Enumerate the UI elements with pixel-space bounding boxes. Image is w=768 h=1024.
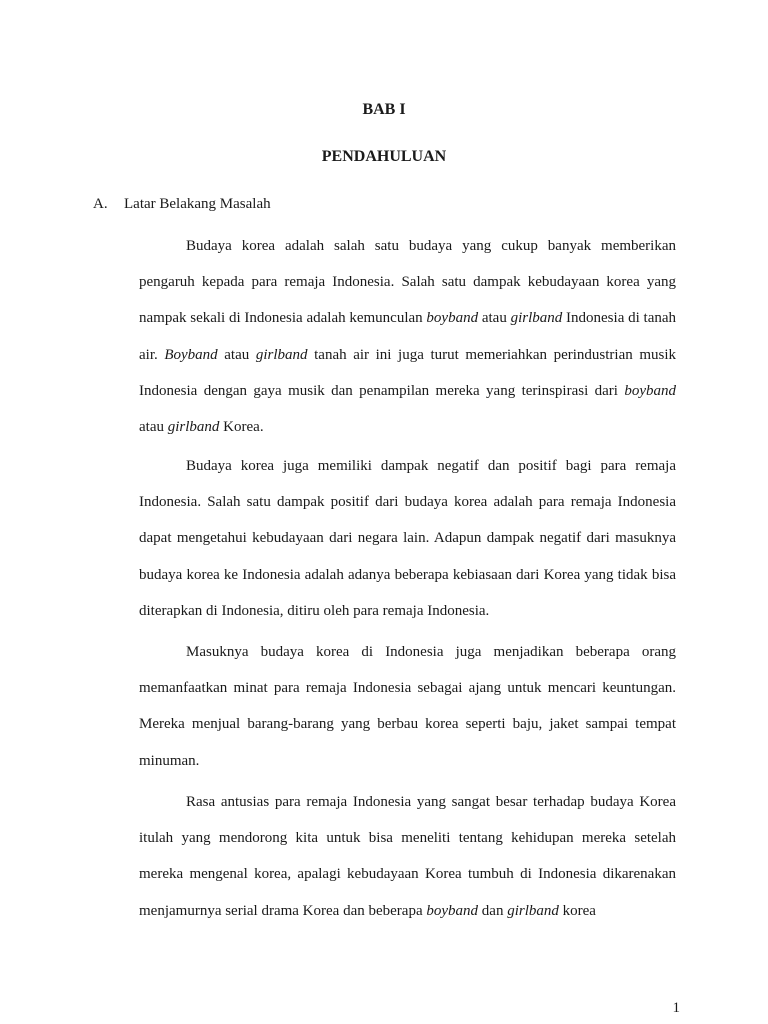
chapter-number: BAB I (362, 101, 406, 118)
paragraph-3: Masuknya budaya korea di Indonesia juga menjadikan beberapa orang memanfaatkan minat para remaja Indonesia sebagai ajang untuk mencari keuntungan. Mereka menjual barang-barang yang berbau korea seperti baju, jaket sampai tempat minuman. (139, 644, 676, 769)
paragraph-text: Indonesia di tanah air. (139, 310, 677, 363)
section-letter: A. (93, 196, 108, 212)
italic-term: girlband (255, 346, 308, 363)
italic-term: Boyband (164, 346, 218, 363)
paragraph-text: atau (478, 310, 511, 327)
paragraph-text: atau (139, 419, 168, 436)
paragraph-text: tanah air ini juga turut memeriahkan perindustrian musik Indonesia dengan gaya musik dan penampilan mereka yang terinspirasi dari (139, 346, 676, 399)
paragraph-2: Budaya korea juga memiliki dampak negatif dan positif bagi para remaja Indonesia. Salah satu dampak positif dari budaya korea adalah para remaja Indonesia dapat mengetahui kebudayaan dari negara lain. Adapun dampak negatif dari masuknya budaya korea ke Indonesia adalah adanya beberapa kebiasaan dari Korea yang tidak bisa diterapkan di Indonesia, ditiru oleh para remaja Indonesia. (139, 458, 676, 619)
italic-term: girlband (510, 310, 563, 327)
section-title: Latar Belakang Masalah (124, 196, 271, 212)
paragraph-text: atau (217, 346, 256, 363)
page-number: 1 (672, 1000, 680, 1016)
italic-term: girlband (167, 419, 220, 436)
paragraph-text: dan (478, 902, 508, 919)
paragraph-text: Rasa antusias para remaja Indonesia yang sangat besar terhadap budaya Korea itulah yang mendorong kita untuk bisa meneliti tentang kehidupan mereka setelah mereka mengenal korea, apalagi kebudayaan Korea tumbuh di Indonesia dikarenakan menjamurnya serial drama Korea dan beberapa (139, 794, 676, 919)
italic-term: boyband (624, 382, 676, 399)
paragraph-text: Budaya korea adalah salah satu budaya yang cukup banyak memberikan pengaruh kepada para remaja Indonesia. Salah satu dampak kebudayaan korea yang nampak sekali di Indonesia adalah kemunculan (139, 238, 676, 327)
section-heading (93, 196, 271, 213)
italic-term: girlband (507, 902, 559, 919)
paragraph-text: korea (558, 902, 596, 919)
italic-term: boyband (426, 310, 479, 327)
paragraph-4 (139, 784, 676, 929)
paragraph-text: Korea. (219, 419, 264, 436)
chapter-title: PENDAHULUAN (321, 148, 447, 165)
italic-term: boyband (426, 902, 479, 919)
paragraph-1 (139, 228, 676, 445)
